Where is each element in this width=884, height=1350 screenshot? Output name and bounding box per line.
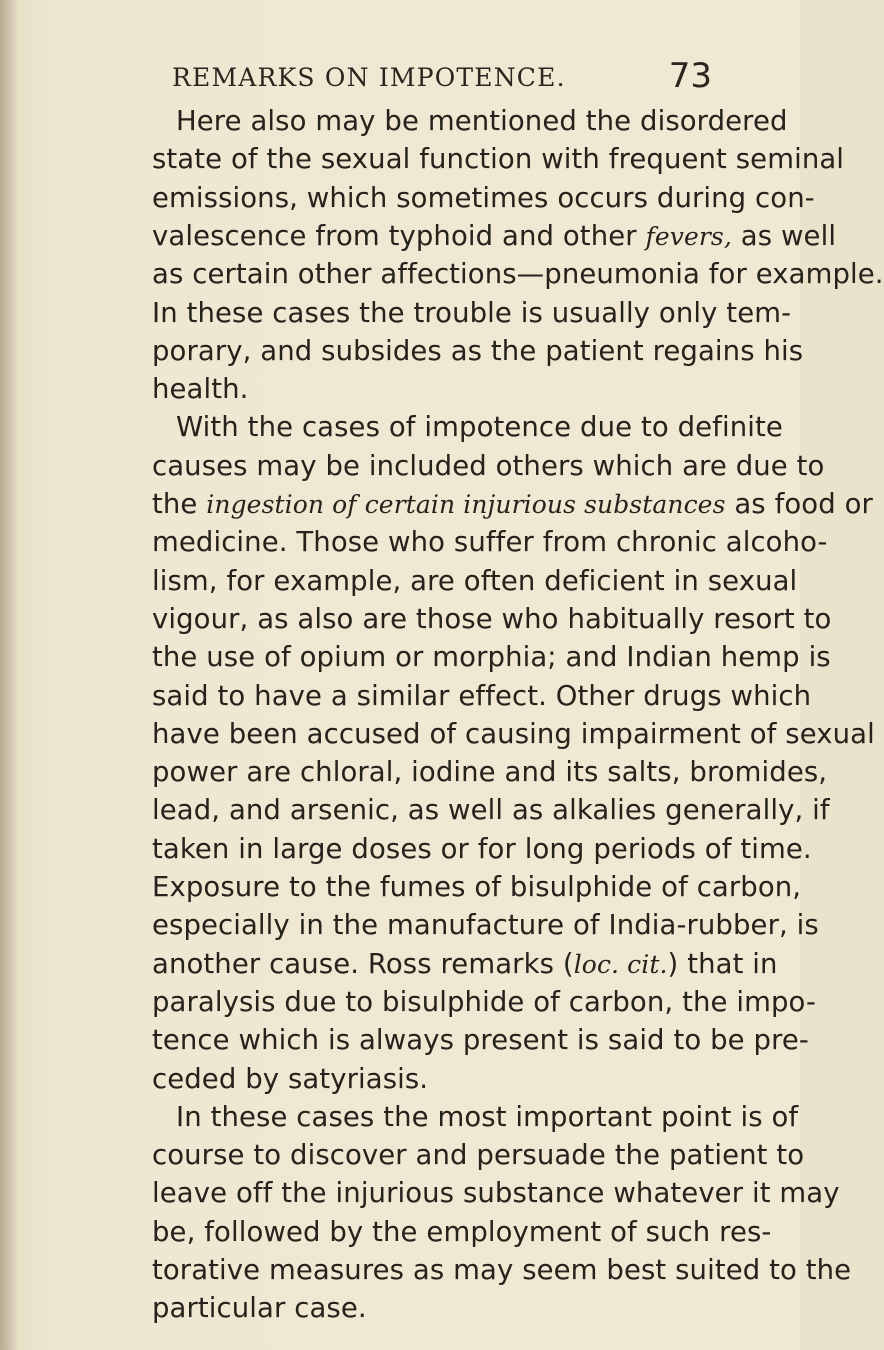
text-line	[152, 217, 837, 255]
page-header	[172, 58, 712, 98]
text-line: ceded by satyriasis.	[152, 1062, 429, 1095]
text-line: taken in large doses or for long periods of time.	[152, 832, 812, 865]
text-line	[152, 485, 873, 523]
text-line: be, followed by the employment of such res-	[152, 1215, 772, 1248]
text-line: have been accused of causing impairment of sexual	[152, 717, 875, 750]
text-run: another cause. Ross remarks (	[152, 947, 574, 980]
text-run: as well	[731, 219, 837, 252]
running-title: REMARKS ON IMPOTENCE.	[172, 63, 566, 92]
text-line: health.	[152, 373, 249, 406]
text-line: vigour, as also are those who habitually resort to	[152, 602, 832, 635]
binding-gutter-shadow	[0, 0, 18, 1350]
text-line: causes may be included others which are due to	[152, 449, 825, 482]
text-line: torative measures as may seem best suited to the	[152, 1254, 852, 1286]
text-line: said to have a similar effect. Other drugs which	[152, 679, 812, 712]
text-line: the use of opium or morphia; and Indian hemp is	[152, 641, 831, 674]
text-line: state of the sexual function with frequent seminal	[152, 143, 845, 176]
text-line: In these cases the most important point is of	[176, 1100, 799, 1133]
text-line: medicine. Those who suffer from chronic alcoho-	[152, 526, 828, 559]
text-line: In these cases the trouble is usually only tem-	[152, 296, 792, 329]
text-run: valescence from typhoid and other	[152, 219, 646, 252]
text-line: lism, for example, are often deficient in sexual	[152, 564, 798, 597]
text-run: ) that in	[667, 947, 778, 980]
text-line: porary, and subsides as the patient regains his	[152, 334, 804, 367]
italic-text: ingestion of certain injurious substances	[206, 490, 726, 519]
text-line: course to discover and persuade the patient to	[152, 1139, 805, 1172]
text-line: leave off the injurious substance whatever it may	[152, 1177, 840, 1210]
text-run: the	[152, 488, 207, 520]
text-line: Here also may be mentioned the disordered	[176, 105, 788, 137]
italic-text: fevers,	[645, 221, 732, 251]
text-line: particular case.	[152, 1292, 367, 1325]
text-line: emissions, which sometimes occurs during con-	[152, 181, 815, 214]
text-line: tence which is always present is said to be pre-	[152, 1024, 809, 1057]
text-line: With the cases of impotence due to definite	[176, 411, 783, 444]
text-line: paralysis due to bisulphide of carbon, the impo-	[152, 985, 816, 1018]
italic-text: loc. cit.	[573, 949, 668, 979]
text-line: power are chloral, iodine and its salts, bromides,	[152, 756, 828, 789]
text-run: as food or	[725, 488, 873, 520]
text-line: as certain other affections—pneumonia for example.	[152, 258, 884, 291]
page-number: 73	[668, 56, 712, 96]
text-line	[152, 945, 778, 983]
text-line: Exposure to the fumes of bisulphide of carbon,	[152, 871, 802, 903]
text-line: especially in the manufacture of India-rubber, is	[152, 909, 819, 942]
text-line: lead, and arsenic, as well as alkalies generally, if	[152, 794, 830, 827]
